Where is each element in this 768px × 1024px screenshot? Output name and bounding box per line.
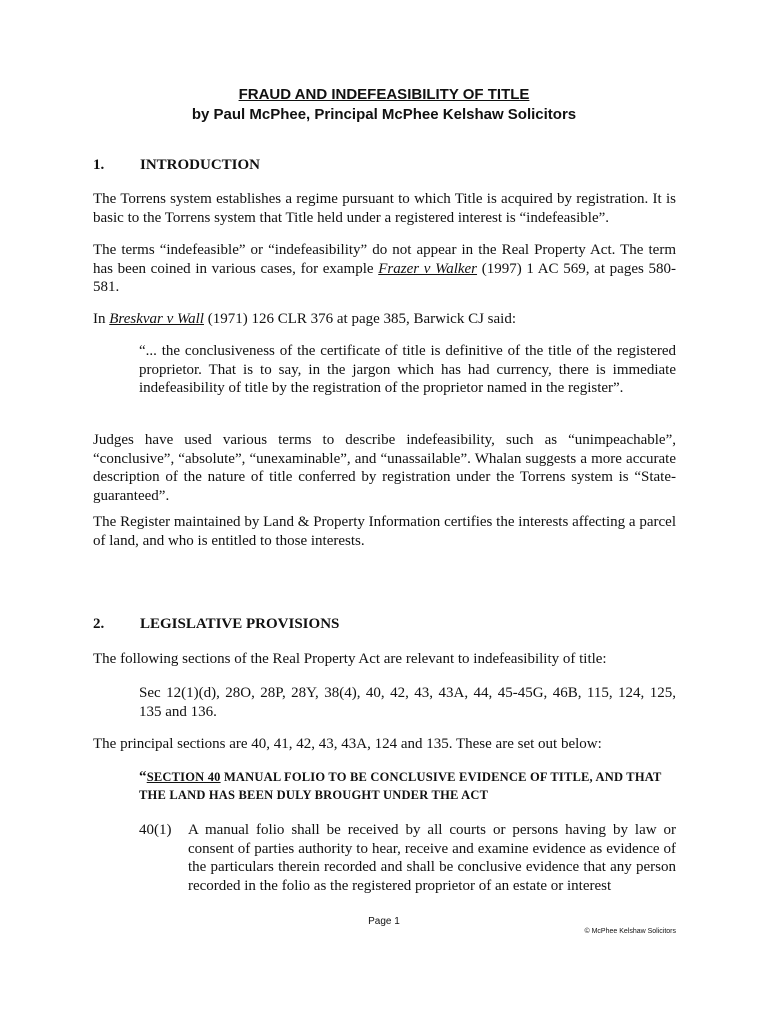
document-subtitle: by Paul McPhee, Principal McPhee Kelshaw Solicitors: [191, 106, 577, 123]
section-40-heading-text: MANUAL FOLIO TO BE CONCLUSIVE EVIDENCE OF TITLE, AND THAT THE LAND HAS BEEN DULY BROUGHT UNDER THE ACT: [139, 770, 662, 802]
section-1-number: 1.: [93, 157, 105, 173]
legislative-paragraph-2: The principal sections are 40, 41, 42, 43, 43A, 124 and 135. These are set out below:: [93, 736, 602, 752]
intro-paragraph-3-text-end: (1971) 126 CLR 376 at page 385, Barwick CJ said:: [203, 311, 516, 327]
section-40-title: [139, 768, 676, 804]
subsection-40-1: [139, 821, 676, 895]
subsection-40-1-number: 40(1): [139, 822, 172, 838]
subsection-40-1-text: A manual folio shall be received by all courts or persons having by law or consent of parties authority to hear, receive and examine evidence as evidence of the particulars therein recorded and shall be conclusive evidence that any person recorded in the folio as the registered proprietor of an estate or interest: [188, 822, 676, 894]
legislative-paragraph-1: The following sections of the Real Property Act are relevant to indefeasibility of title:: [93, 651, 607, 667]
intro-paragraph-3: [93, 310, 676, 329]
barwick-quote: “... the conclusiveness of the certificate of title is definitive of the title of the registered proprietor. That is to say, in the jargon which has had currency, there is immediate indefeasibility of title by the registration of the proprietor named in the register”.: [139, 343, 676, 396]
section-1-title: INTRODUCTION: [140, 157, 261, 173]
intro-paragraph-3-text: In: [93, 311, 110, 327]
footer-copyright: © McPhee Kelshaw Solicitors: [584, 928, 676, 935]
document-header: [0, 85, 768, 125]
section-40-label: SECTION 40: [146, 770, 221, 784]
intro-paragraph-2-text-end: (1997) 1 AC 569, at pages 580-581.: [93, 260, 676, 295]
section-40-open-quote: “: [139, 769, 147, 785]
relevant-sections-list: Sec 12(1)(d), 28O, 28P, 28Y, 38(4), 40, 42, 43, 43A, 44, 45-45G, 46B, 115, 124, 125, 135 and 136.: [139, 685, 676, 720]
section-2-heading: [93, 615, 339, 633]
document-title: FRAUD AND INDEFEASIBILITY OF TITLE: [238, 86, 530, 103]
intro-paragraph-1: The Torrens system establishes a regime pursuant to which Title is acquired by registration. It is basic to the Torrens system that Title held under a registered interest is “indefeasible”.: [93, 191, 676, 226]
case-citation-frazer-v-walker: Frazer v Walker: [378, 260, 478, 277]
intro-paragraph-4: Judges have used various terms to describe indefeasibility, such as “unimpeachable”, “conclusive”, “absolute”, “unexaminable”, and “unassailable”. Whalan suggests a more accurate description of the nature of title conferred by registration under the Torrens system is “State-guaranteed”.: [93, 432, 676, 504]
intro-paragraph-5: The Register maintained by Land & Property Information certifies the interests affecting a parcel of land, and who is entitled to those interests.: [93, 514, 676, 549]
case-citation-breskvar-v-wall: Breskvar v Wall: [109, 311, 204, 327]
section-1-heading: [93, 156, 260, 174]
page-number: Page 1: [368, 916, 400, 927]
section-2-title: LEGISLATIVE PROVISIONS: [140, 616, 340, 632]
intro-paragraph-2-text: The terms “indefeasible” or “indefeasibility” do not appear in the Real Property Act. The term has been coined in various cases, for example: [93, 242, 676, 277]
section-2-number: 2.: [93, 616, 105, 632]
intro-paragraph-2: [93, 241, 676, 297]
